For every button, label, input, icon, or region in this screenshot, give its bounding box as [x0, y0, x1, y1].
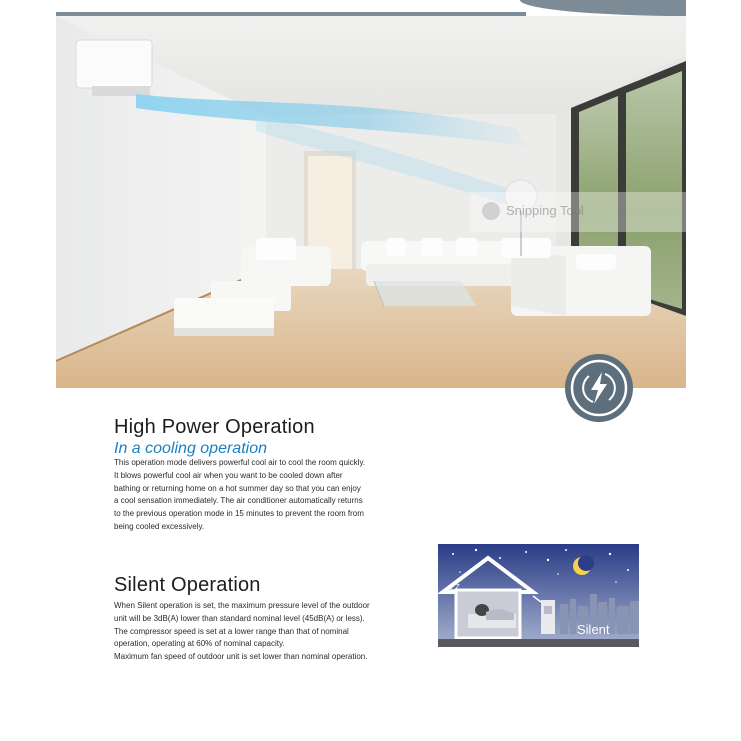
- description-line: a cool sensation immediately. The air conditioner automatically returns: [114, 496, 363, 506]
- description-line: unit will be 3dB(A) lower than standard nominal level (45dB(A) or less).: [114, 613, 365, 623]
- high-power-description: [114, 457, 379, 534]
- description-line: bathing or returning home on a hot summer day so that you can enjoy: [114, 483, 361, 493]
- sleep-zz-text: ZZ...: [450, 583, 467, 592]
- header-curve: [520, 0, 686, 16]
- description-line: It blows powerful cool air when you want to be cooled down after: [114, 470, 343, 480]
- description-line: being cooled excessively.: [114, 521, 205, 531]
- description-line: operation, operating at 60% of nominal capacity.: [114, 639, 285, 649]
- silent-night-illustration: [438, 544, 639, 647]
- description-line: The compressor speed is set at a lower range than that of nominal: [114, 626, 349, 636]
- description-line: This operation mode delivers powerful cool air to cool the room quickly.: [114, 458, 366, 467]
- description-line: to the previous operation mode in 15 minutes to prevent the room from: [114, 509, 364, 519]
- high-power-title: High Power Operation: [114, 416, 315, 438]
- snipping-tool-watermark: [470, 192, 700, 232]
- silent-label: Silent: [577, 622, 610, 637]
- silent-description: [114, 600, 379, 664]
- description-line: Maximum fan speed of outdoor unit is set lower than nominal operation.: [114, 652, 368, 662]
- watermark-text: Snipping Tool: [506, 203, 584, 218]
- scissors-icon: [482, 202, 500, 220]
- description-line: When Silent operation is set, the maximum pressure level of the outdoor: [114, 601, 370, 610]
- high-power-subtitle: In a cooling operation: [114, 440, 267, 457]
- lightning-bolt-icon: [563, 352, 635, 424]
- silent-title: Silent Operation: [114, 574, 261, 596]
